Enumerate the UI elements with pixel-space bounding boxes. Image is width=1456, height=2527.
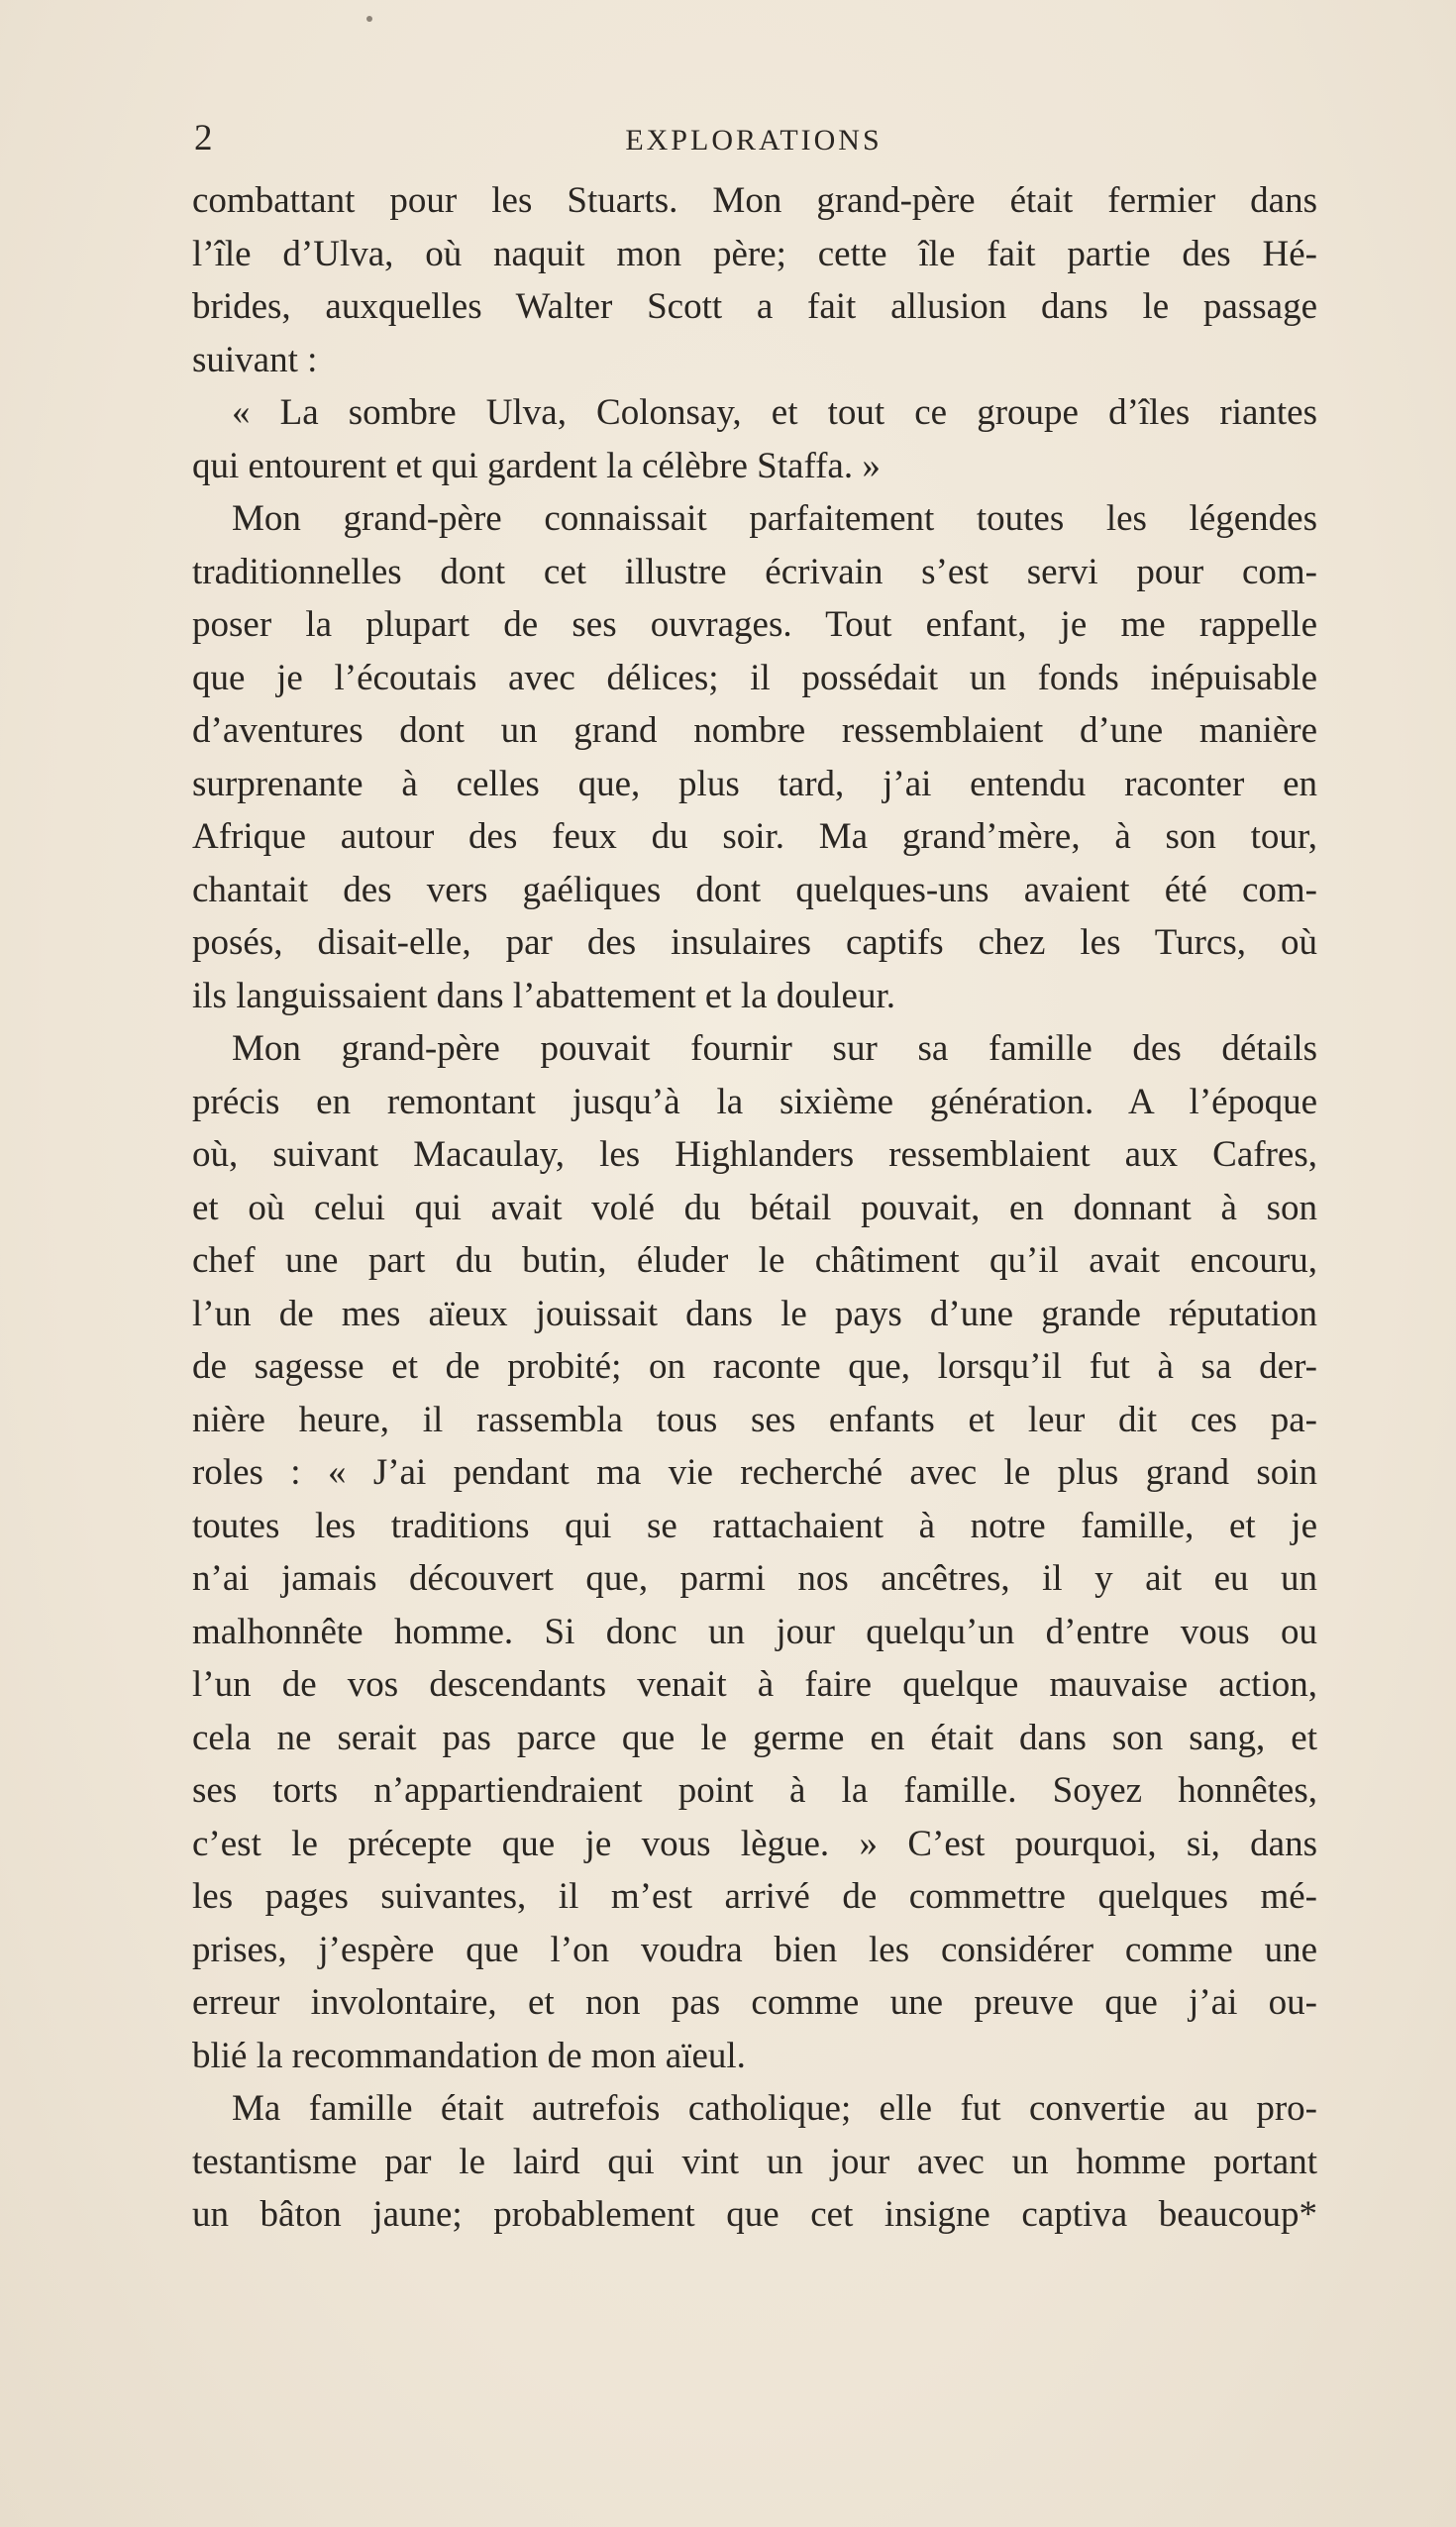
text-line: c’est le précepte que je vous lègue. » C’est pourquoi, si, dans [192,1823,1317,1864]
text-line: ses torts n’appartiendraient point à la famille. Soyez honnêtes, [192,1770,1317,1811]
text-line: l’un de mes aïeux jouissait dans le pays d’une grande réputation [192,1293,1317,1334]
text-line: que je l’écoutais avec délices; il possédait un fonds inépuisable [192,657,1317,698]
paragraph [192,386,1317,492]
paragraph [192,1022,1317,2082]
text-line: chantait des vers gaéliques dont quelques-uns avaient été com- [192,869,1317,910]
text-line: combattant pour les Stuarts. Mon grand-père était fermier dans [192,180,1317,221]
text-line: chef une part du butin, éluder le châtiment qu’il avait encouru, [192,1240,1317,1281]
text-line: où, suivant Macaulay, les Highlanders ressemblaient aux Cafres, [192,1134,1317,1175]
text-line: Afrique autour des feux du soir. Ma grand’mère, à son tour, [192,816,1317,857]
text-line: surprenante à celles que, plus tard, j’ai entendu raconter en [192,763,1317,804]
text-line: brides, auxquelles Walter Scott a fait allusion dans le passage [192,286,1317,327]
text-line: l’île d’Ulva, où naquit mon père; cette île fait partie des Hé- [192,233,1317,274]
text-line: prises, j’espère que l’on voudra bien les considérer comme une [192,1929,1317,1970]
text-line: roles : « J’ai pendant ma vie recherché avec le plus grand soin [192,1452,1317,1493]
text-line: traditionnelles dont cet illustre écrivain s’est servi pour com- [192,551,1317,592]
text-line: suivant : [192,339,318,380]
page-header [194,119,1313,158]
text-line: poser la plupart de ses ouvrages. Tout enfant, je me rappelle [192,604,1317,645]
text-line: nière heure, il rassembla tous ses enfants et leur dit ces pa- [192,1399,1317,1440]
text-line: qui entourent et qui gardent la célèbre Staffa. » [192,445,881,486]
text-line: erreur involontaire, et non pas comme une preuve que j’ai ou- [192,1982,1317,2023]
text-line: testantisme par le laird qui vint un jour avec un homme portant [192,2141,1317,2182]
text-line: d’aventures dont un grand nombre ressemblaient d’une manière [192,710,1317,751]
text-line: cela ne serait pas parce que le germe en était dans son sang, et [192,1717,1317,1758]
text-line: posés, disait-elle, par des insulaires captifs chez les Turcs, où [192,922,1317,963]
text-line: toutes les traditions qui se rattachaient à notre famille, et je [192,1505,1317,1546]
paragraph [192,174,1317,386]
text-line: et où celui qui avait volé du bétail pouvait, en donnant à son [192,1187,1317,1228]
text-line: Ma famille était autrefois catholique; elle fut convertie au pro- [232,2088,1317,2129]
body-text [192,174,1317,2242]
paragraph [192,492,1317,1022]
running-head: EXPLORATIONS [625,124,883,157]
text-line: blié la recommandation de mon aïeul. [192,2035,746,2076]
paragraph [192,2082,1317,2242]
text-line: un bâton jaune; probablement que cet insigne captiva beaucoup* [192,2194,1317,2235]
text-line: Mon grand-père pouvait fournir sur sa famille des détails [232,1028,1317,1069]
text-line: « La sombre Ulva, Colonsay, et tout ce groupe d’îles riantes [232,392,1317,433]
text-line: de sagesse et de probité; on raconte que, lorsqu’il fut à sa der- [192,1346,1317,1387]
page-number: 2 [194,118,213,158]
text-line: précis en remontant jusqu’à la sixième génération. A l’époque [192,1081,1317,1122]
paper-speck [366,16,372,22]
text-line: malhonnête homme. Si donc un jour quelqu’un d’entre vous ou [192,1611,1317,1652]
text-line: ils languissaient dans l’abattement et la douleur. [192,975,896,1016]
text-line: les pages suivantes, il m’est arrivé de commettre quelques mé- [192,1876,1317,1917]
text-line: n’ai jamais découvert que, parmi nos ancêtres, il y ait eu un [192,1558,1317,1599]
text-line: Mon grand-père connaissait parfaitement toutes les légendes [232,498,1317,539]
text-line: l’un de vos descendants venait à faire quelque mauvaise action, [192,1664,1317,1705]
